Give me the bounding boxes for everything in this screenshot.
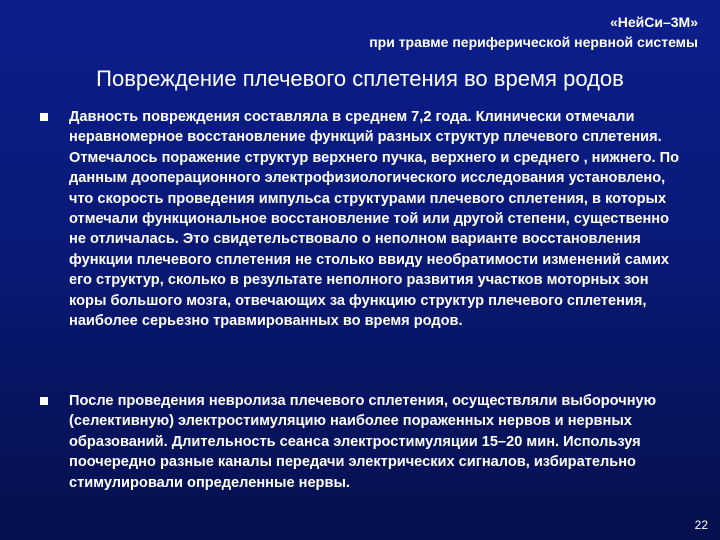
bullet-marker-icon	[40, 397, 48, 405]
bullet-marker-icon	[40, 113, 48, 121]
bullet-paragraph: После проведения невролиза плечевого сплетения, осуществляли выборочную (селективную) электростимуляцию наиболее пораженных нервов и нервных образований. Длительность сеанса электростимуляции 15–20 мин. Используя поочередно разные каналы передачи электрических сигналов, избирательно стимулировали определенные нервы.	[69, 393, 657, 491]
slide-header	[198, 12, 698, 52]
slide-title: Повреждение плечевого сплетения во время родов	[96, 66, 624, 91]
page-number: 22	[694, 518, 708, 532]
header-subtitle: при травме периферической нервной системы	[369, 34, 698, 50]
bullet-paragraph: Давность повреждения составляла в среднем 7,2 года. Клинически отмечали неравномерное восстановление функций разных структур плечевого сплетения. Отмечалось поражение структур верхнего пучка, верхнего и среднего , нижнего. По данным дооперационного электрофизиологического исследования установлено, что скорость проведения импульса структурами плечевого сплетения, в которых отмечали функциональное восстановление той или другой степени, существенно не отличалась. Это свидетельствовало о неполном варианте восстановления функции плечевого сплетения не столько ввиду необратимости изменений самих его структур, сколько в результате неполного развития участков моторных зон коры большого мозга, отвечающих за функцию структур плечевого сплетения, наиболее серьезно травмированных во время родов.	[69, 109, 680, 330]
header-product-name: «НейСи–3М»	[609, 14, 698, 30]
